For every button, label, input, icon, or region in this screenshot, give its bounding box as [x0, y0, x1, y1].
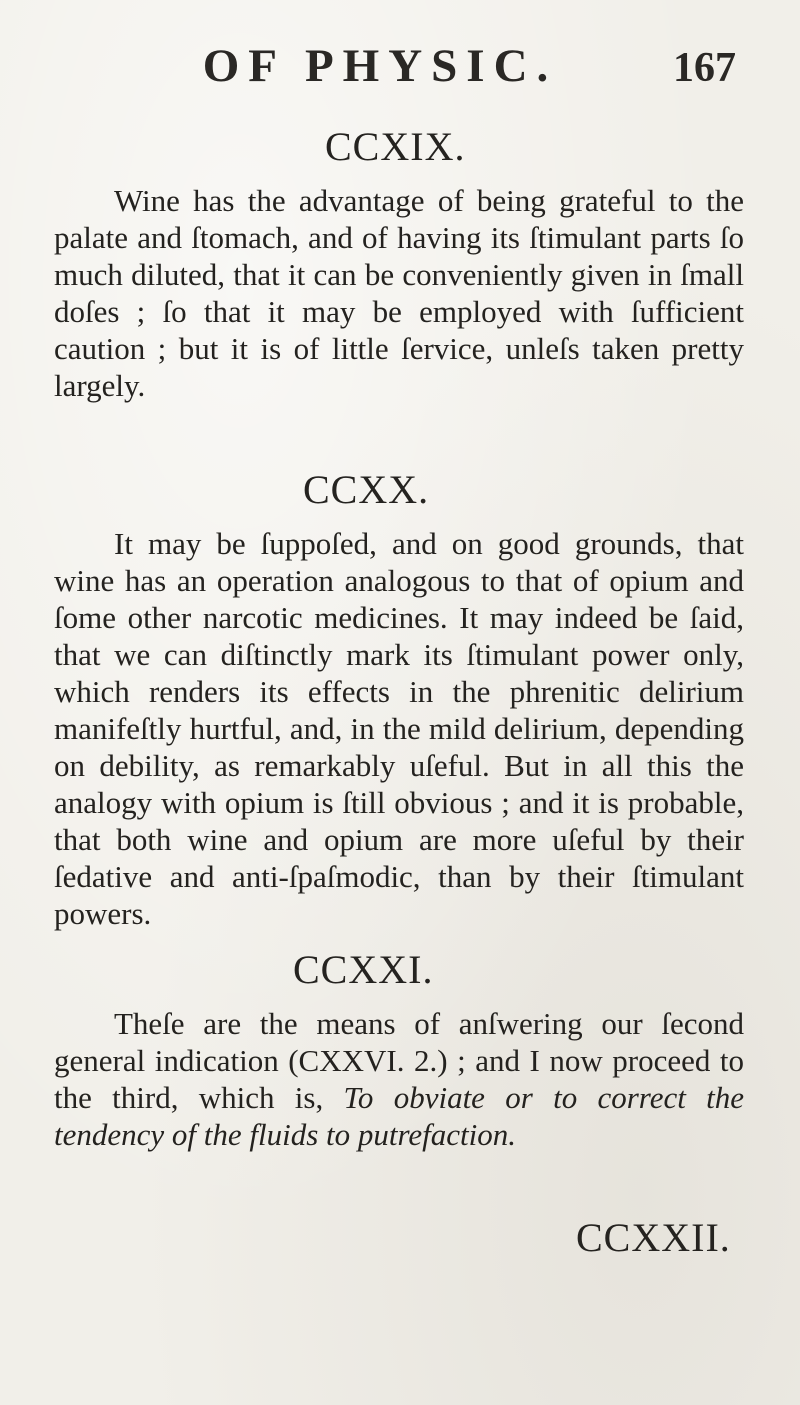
- catchword: CCXXII.: [576, 1215, 731, 1260]
- running-head: [0, 36, 800, 96]
- section-heading-ccxx: CCXX.: [303, 467, 430, 512]
- paragraph-ccxxi-text: Theſe are the means of anſwering our ſecond general indication (CXXVI. 2.) ; and I now proceed to the third, which is,: [54, 1006, 744, 1115]
- section-heading-ccxxi: CCXXI.: [293, 947, 434, 992]
- paragraph-ccxxi-italic: To obviate or to correct the tendency of the fluids to putrefaction.: [54, 1080, 745, 1152]
- paragraph-ccxxi: [54, 1005, 744, 1153]
- paragraph-ccxx: It may be ſuppoſed, and on good grounds, that wine has an operation analogous to that of opium and ſome other narcotic medicines. It may indeed be ſaid, that we can diſtinctly mark its ſtimulant power only, which renders its effects in the phrenitic delirium manifeſtly hurtful, and, in the mild delirium, depending on debility, as remarkably uſeful. But in all this the analogy with opium is ſtill obvious ; and it is probable, that both wine and opium are more uſeful by their ſedative and anti-ſpaſmodic, than by their ſtimulant powers.: [54, 526, 744, 931]
- page-number: 167: [673, 45, 736, 91]
- paragraph-ccxix: Wine has the advantage of being grateful to the palate and ſtomach, and of having its ſtimulant parts ſo much diluted, that it can be conveniently given in ſmall doſes ; ſo that it may be employed with ſufficient caution ; but it is of little ſervice, unleſs taken pretty largely.: [54, 183, 744, 403]
- running-title: OF PHYSIC.: [202, 40, 558, 92]
- section-heading-ccxix: CCXIX.: [325, 124, 466, 169]
